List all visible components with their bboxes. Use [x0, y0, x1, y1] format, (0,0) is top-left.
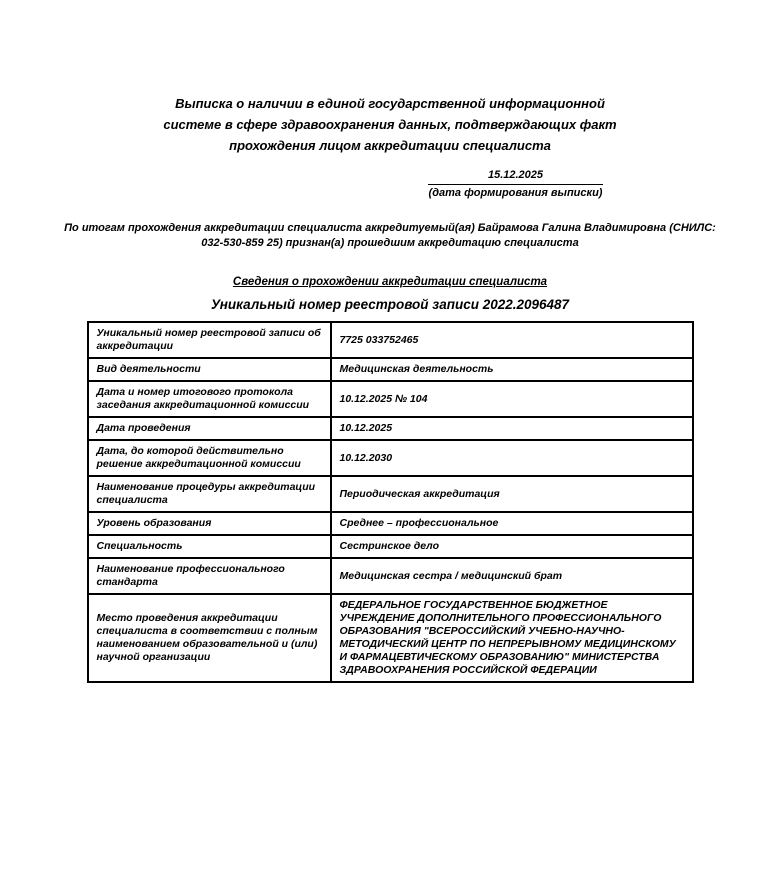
- field-value: Периодическая аккредитация: [331, 476, 693, 512]
- field-label: Специальность: [88, 535, 331, 558]
- table-row-procedure-name: [88, 476, 693, 512]
- field-label: Дата проведения: [88, 417, 331, 440]
- field-value: Сестринское дело: [331, 535, 693, 558]
- table-row-specialty: [88, 535, 693, 558]
- table-row-exam-date: [88, 417, 693, 440]
- table-row-accreditation-registry-number: [88, 322, 693, 358]
- field-value: ФЕДЕРАЛЬНОЕ ГОСУДАРСТВЕННОЕ БЮДЖЕТНОЕ УЧРЕЖДЕНИЕ ДОПОЛНИТЕЛЬНОГО ПРОФЕССИОНАЛЬНОГО ОБРАЗОВАНИЯ "ВСЕРОССИЙСКИЙ УЧЕБНО-НАУЧНО-МЕТОДИЧЕСКИЙ ЦЕНТР ПО НЕПРЕРЫВНОМУ МЕДИЦИНСКОМУ И ФАРМАЦЕВТИЧЕСКОМУ ОБРАЗОВАНИЮ" МИНИСТЕРСТВА ЗДРАВООХРАНЕНИЯ РОССИЙСКОЙ ФЕДЕРАЦИИ: [331, 594, 693, 682]
- document-title-line-1: Выписка о наличии в единой государственной информационной: [175, 96, 605, 111]
- field-value: 10.12.2025: [331, 417, 693, 440]
- table-row-education-level: [88, 512, 693, 535]
- document-title-line-2: системе в сфере здравоохранения данных, подтверждающих факт: [163, 117, 617, 132]
- field-label: Наименование процедуры аккредитации специалиста: [88, 476, 331, 512]
- field-label: Уровень образования: [88, 512, 331, 535]
- accreditation-table: [87, 321, 694, 683]
- field-value: Медицинская сестра / медицинский брат: [331, 558, 693, 594]
- formation-date-caption: (дата формирования выписки): [428, 187, 603, 199]
- field-value: 10.12.2030: [331, 440, 693, 476]
- field-value: 7725 033752465: [331, 322, 693, 358]
- document-title-line-3: прохождения лицом аккредитации специалиста: [229, 138, 551, 153]
- table-row-accreditation-place: [88, 594, 693, 682]
- table-row-professional-standard: [88, 558, 693, 594]
- table-row-protocol-date-number: [88, 381, 693, 417]
- document-title: [130, 0, 650, 156]
- formation-date-block: [428, 169, 603, 199]
- formation-date-value: 15.12.2025: [428, 169, 603, 185]
- intro-line-2: 032-530-859 25) признан(а) прошедшим аккредитацию специалиста: [201, 237, 579, 249]
- field-value: Медицинская деятельность: [331, 358, 693, 381]
- field-label: Наименование профессионального стандарта: [88, 558, 331, 594]
- table-row-valid-until-date: [88, 440, 693, 476]
- intro-paragraph: [45, 221, 735, 251]
- table-row-activity-type: [88, 358, 693, 381]
- field-label: Место проведения аккредитации специалиста в соответствии с полным наименованием образовательной и (или) научной организации: [88, 594, 331, 682]
- intro-line-1: По итогам прохождения аккредитации специалиста аккредитуемый(ая) Байрамова Галина Владимировна (СНИЛС:: [64, 222, 716, 234]
- field-value: 10.12.2025 № 104: [331, 381, 693, 417]
- field-label: Уникальный номер реестровой записи об аккредитации: [88, 322, 331, 358]
- field-label: Дата, до которой действительно решение аккредитационной комиссии: [88, 440, 331, 476]
- registry-record-title: Уникальный номер реестровой записи 2022.2096487: [210, 297, 570, 312]
- section-header: Сведения о прохождении аккредитации специалиста: [232, 276, 548, 288]
- field-label: Дата и номер итогового протокола заседания аккредитационной комиссии: [88, 381, 331, 417]
- field-value: Среднее – профессиональное: [331, 512, 693, 535]
- field-label: Вид деятельности: [88, 358, 331, 381]
